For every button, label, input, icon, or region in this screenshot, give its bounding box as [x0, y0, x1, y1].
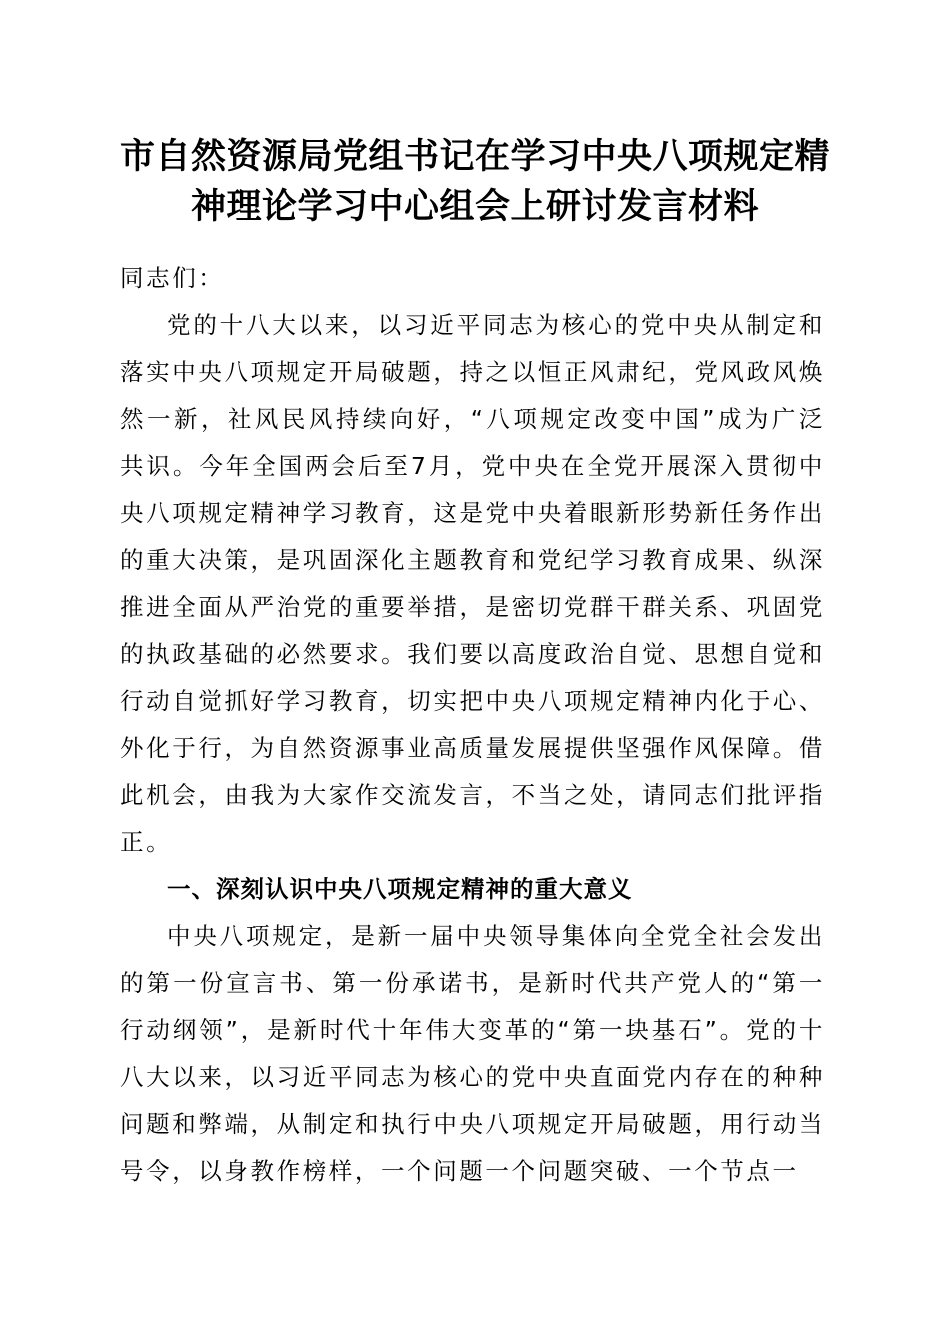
- document-title: [100, 132, 850, 232]
- salutation: 同志们：: [120, 264, 225, 292]
- paragraph-intro: 党的十八大以来，以习近平同志为核心的党中央从制定和落实中央八项规定开局破题，持之以恒正风肃纪，党风政风焕然一新，社风民风持续向好，“八项规定改变中国”成为广泛共识。今年全国两会后至7月，党中央在全党开展深入贯彻中央八项规定精神学习教育，这是党中央着眼新形势新任务作出的重大决策，是巩固深化主题教育和党纪学习教育成果、纵深推进全面从严治党的重要举措，是密切党群干群关系、巩固党的执政基础的必然要求。我们要以高度政治自觉、思想自觉和行动自觉抓好学习教育，切实把中央八项规定精神内化于心、外化于行，为自然资源事业高质量发展提供坚强作风保障。借此机会，由我为大家作交流发言，不当之处，请同志们批评指正。: [120, 311, 825, 856]
- document-body: [120, 255, 825, 1195]
- title-line-1: 市自然资源局党组书记在学习中央八项规定精: [119, 136, 830, 177]
- section-heading-1: 一、深刻认识中央八项规定精神的重大意义: [167, 875, 633, 903]
- title-line-2: 神理论学习中心组会上研讨发言材料: [190, 186, 759, 227]
- paragraph-section-1: 中央八项规定，是新一届中央领导集体向全党全社会发出的第一份宣言书、第一份承诺书，是新时代共产党人的“第一行动纲领”，是新时代十年伟大变革的“第一块基石”。党的十八大以来，以习近平同志为核心的党中央直面党内存在的种种问题和弊端，从制定和执行中央八项规定开局破题，用行动当号令，以身教作榜样，一个问题一个问题突破、一个节点一: [120, 922, 825, 1185]
